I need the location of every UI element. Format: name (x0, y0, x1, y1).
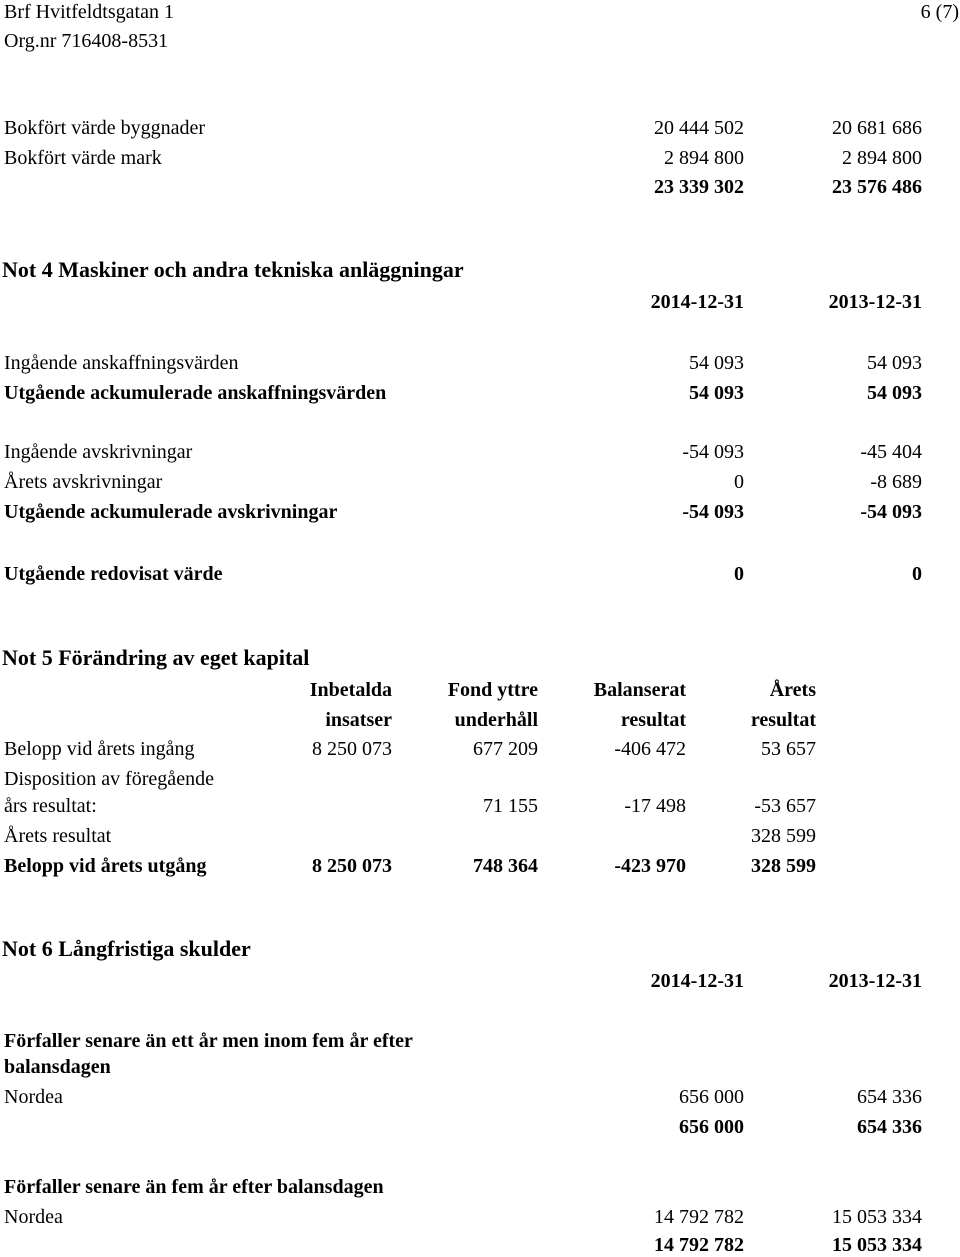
value-2014: 0 (734, 471, 744, 493)
cell: 71 155 (483, 795, 538, 817)
row-label: Årets resultat (4, 825, 112, 847)
value-2014: 54 093 (689, 382, 744, 404)
column-header: resultat (620, 709, 686, 731)
cell: 8 250 073 (312, 855, 392, 877)
column-header: Fond yttre (447, 679, 538, 701)
cell: 328 599 (751, 825, 816, 847)
total-2014: 14 792 782 (654, 1234, 744, 1256)
page-number: 6 (7) (920, 1, 959, 23)
value-2013: 54 093 (867, 352, 922, 374)
org-number: Org.nr 716408-8531 (4, 30, 169, 52)
row-label: Utgående ackumulerade avskrivningar (4, 501, 338, 523)
row-label: Belopp vid årets utgång (4, 855, 207, 877)
row-label: Bokfört värde byggnader (4, 117, 206, 139)
column-header-2014: 2014-12-31 (650, 291, 744, 313)
value-2013: -54 093 (860, 501, 922, 523)
row-label: Ingående avskrivningar (4, 441, 193, 463)
column-header-2013: 2013-12-31 (828, 291, 922, 313)
row-label-line1: Disposition av föregående (4, 768, 214, 790)
row-label: Utgående redovisat värde (4, 563, 223, 585)
value-2013: 654 336 (857, 1086, 922, 1108)
cell: -53 657 (754, 795, 816, 817)
row-label: Nordea (4, 1086, 63, 1108)
value-2013: 54 093 (867, 382, 922, 404)
cell: -406 472 (614, 738, 686, 760)
note-6-title: Not 6 Långfristiga skulder (2, 936, 251, 961)
total-2013: 23 576 486 (832, 176, 922, 198)
row-label: Ingående anskaffningsvärden (4, 352, 239, 374)
value-2014: 656 000 (679, 1086, 744, 1108)
column-header: insatser (325, 709, 392, 731)
section-heading: Förfaller senare än ett år men inom fem år efter (4, 1030, 413, 1052)
value-2014: 2 894 800 (664, 147, 744, 169)
cell: 328 599 (751, 855, 816, 877)
column-header: Inbetalda (309, 679, 392, 701)
org-name: Brf Hvitfeldtsgatan 1 (4, 1, 174, 23)
value-2013: 0 (912, 563, 922, 585)
column-header: Balanserat (593, 679, 686, 701)
cell: 8 250 073 (312, 738, 392, 760)
total-2014: 23 339 302 (654, 176, 744, 198)
column-header: underhåll (454, 709, 538, 731)
value-2014: 54 093 (689, 352, 744, 374)
cell: 677 209 (473, 738, 538, 760)
value-2014: -54 093 (682, 441, 744, 463)
row-label: Utgående ackumulerade anskaffningsvärden (4, 382, 387, 404)
total-2013: 15 053 334 (832, 1234, 922, 1256)
row-label: Årets avskrivningar (4, 471, 163, 493)
value-2014: 0 (734, 563, 744, 585)
section-heading: Förfaller senare än fem år efter balansdagen (4, 1176, 384, 1198)
value-2014: -54 093 (682, 501, 744, 523)
column-header-2014: 2014-12-31 (650, 970, 744, 992)
row-label: års resultat: (4, 795, 97, 817)
value-2013: -8 689 (870, 471, 922, 493)
total-2013: 654 336 (857, 1116, 922, 1138)
column-header: Årets (769, 679, 816, 701)
column-header: resultat (750, 709, 816, 731)
value-2013: -45 404 (860, 441, 922, 463)
column-header-2013: 2013-12-31 (828, 970, 922, 992)
section-heading: balansdagen (4, 1056, 111, 1078)
row-label: Belopp vid årets ingång (4, 738, 195, 760)
cell: 53 657 (761, 738, 816, 760)
total-2014: 656 000 (679, 1116, 744, 1138)
cell: -423 970 (614, 855, 686, 877)
row-label: Nordea (4, 1206, 63, 1228)
value-2013: 2 894 800 (842, 147, 922, 169)
note-5-title: Not 5 Förändring av eget kapital (2, 645, 310, 670)
note-4-title: Not 4 Maskiner och andra tekniska anläggningar (2, 257, 464, 282)
value-2013: 15 053 334 (832, 1206, 922, 1228)
cell: 748 364 (473, 855, 538, 877)
row-label: Bokfört värde mark (4, 147, 162, 169)
value-2014: 20 444 502 (654, 117, 744, 139)
value-2013: 20 681 686 (832, 117, 922, 139)
value-2014: 14 792 782 (654, 1206, 744, 1228)
cell: -17 498 (624, 795, 686, 817)
